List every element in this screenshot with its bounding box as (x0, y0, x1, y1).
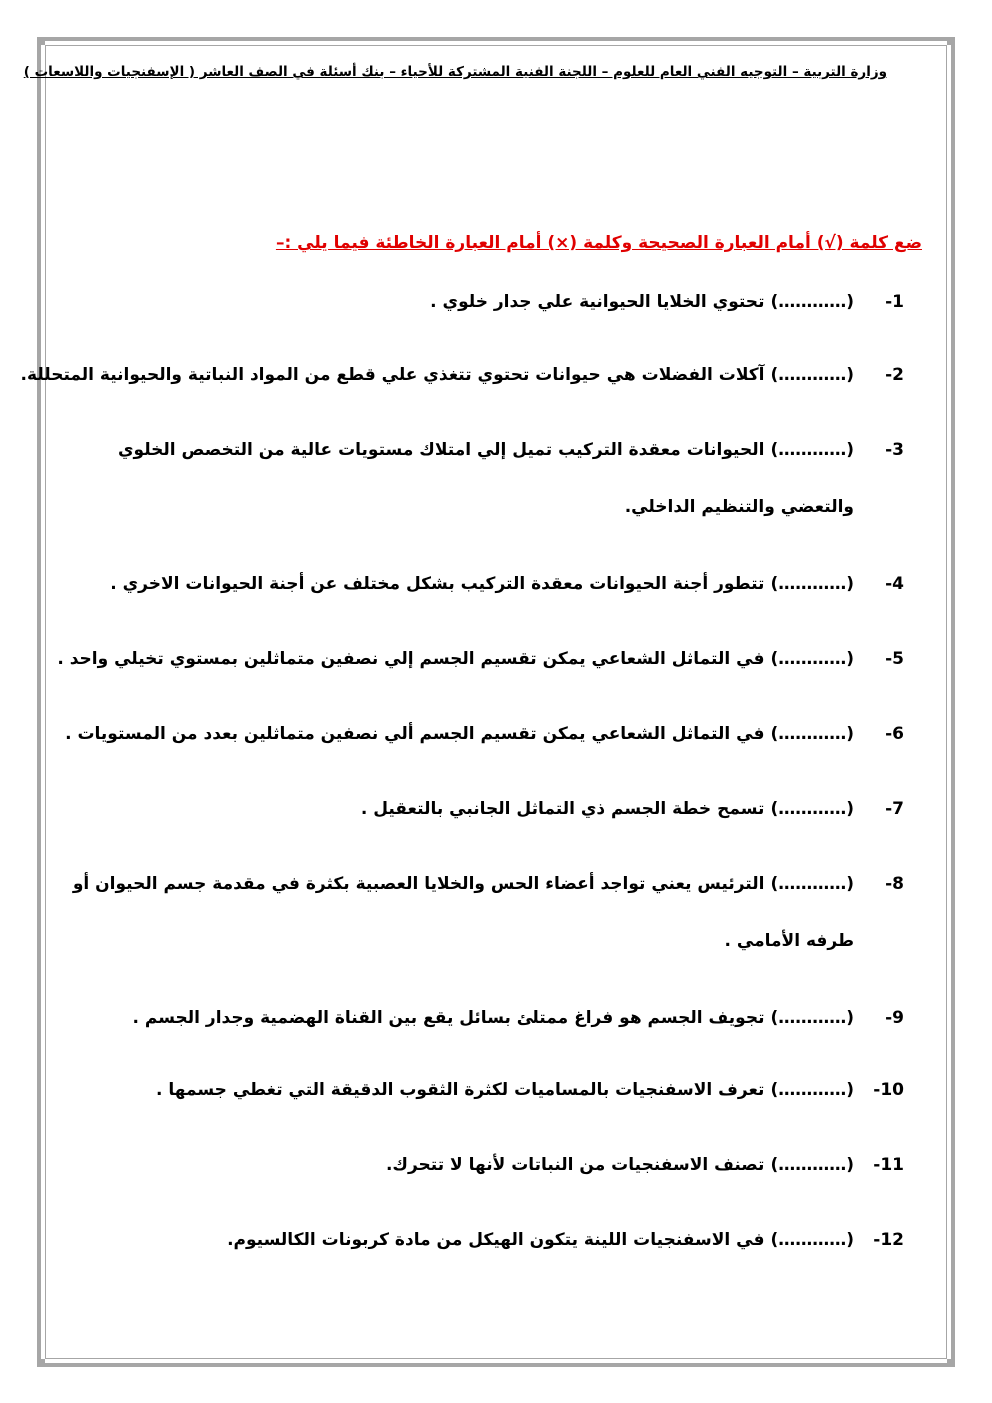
question-number: 6- (885, 724, 904, 744)
question-text: في التماثل الشعاعي يمكن تقسيم الجسم ألي نصفين متماثلين بعدد من المستويات . (65, 724, 765, 744)
question-text: تعرف الاسفنجيات بالمساميات لكثرة الثقوب الدقيقة التي تغطي جسمها . (155, 1080, 765, 1100)
answer-blank[interactable]: (…………) (770, 292, 854, 312)
question-item (60, 990, 904, 1047)
corner-dot (947, 1359, 955, 1367)
corner-dot (947, 37, 955, 45)
question-item (60, 274, 904, 331)
answer-blank[interactable]: (…………) (770, 1155, 854, 1175)
question-item (20, 347, 904, 404)
question-item (70, 856, 904, 970)
question-number: 12- (873, 1230, 904, 1250)
answer-blank[interactable]: (…………) (770, 1080, 854, 1100)
question-item (57, 631, 904, 688)
question-number: 11- (873, 1155, 904, 1175)
question-item (60, 1137, 904, 1194)
question-number: 4- (885, 574, 904, 594)
question-text: الترئيس يعني تواجد أعضاء الحس والخلايا العصبية بكثرة في مقدمة جسم الحيوان أو طرفه الأمامي . (72, 874, 854, 951)
question-number: 3- (885, 440, 904, 460)
question-number: 5- (885, 649, 904, 669)
answer-blank[interactable]: (…………) (770, 1230, 854, 1250)
question-number: 10- (873, 1080, 904, 1100)
question-item (60, 1212, 904, 1269)
question-text: تسمح خطة الجسم ذي التماثل الجانبي بالتعقيل . (360, 799, 765, 819)
answer-blank[interactable]: (…………) (770, 874, 854, 894)
corner-dot (37, 37, 45, 45)
instruction-heading: ضع كلمة (√) أمام العبارة الصحيحة وكلمة (×) أمام العبارة الخاطئة فيما يلي :– (275, 233, 922, 253)
corner-dot (37, 1359, 45, 1367)
question-text: تصنف الاسفنجيات من النباتات لأنها لا تتحرك. (385, 1155, 765, 1175)
answer-blank[interactable]: (…………) (770, 724, 854, 744)
question-text: آكلات الفضلات هي حيوانات تحتوي تتغذي علي قطع من المواد النباتية والحيوانية المتحللة. (20, 365, 765, 385)
page-header: وزارة التربية – التوجيه الفني العام للعلوم – اللجنة الفنية المشتركة للأحياء – بنك أسئلة في الصف العاشر ( الإسفنجيات واللاسعات ) (23, 64, 887, 80)
question-item (60, 1062, 904, 1119)
answer-blank[interactable]: (…………) (770, 365, 854, 385)
question-number: 7- (885, 799, 904, 819)
question-text: في الاسفنجيات اللينة يتكون الهيكل من مادة كربونات الكالسيوم. (227, 1230, 765, 1250)
question-text: تتطور أجنة الحيوانات معقدة التركيب بشكل مختلف عن أجنة الحيوانات الاخري . (110, 574, 765, 594)
question-item (60, 781, 904, 838)
question-number: 8- (885, 874, 904, 894)
question-text: الحيوانات معقدة التركيب تميل إلي امتلاك مستويات عالية من التخصص الخلوي والتعضي والتنظيم الداخلي. (117, 440, 854, 517)
question-number: 2- (885, 365, 904, 385)
answer-blank[interactable]: (…………) (770, 1008, 854, 1028)
answer-blank[interactable]: (…………) (770, 799, 854, 819)
question-text: تجويف الجسم هو فراغ ممتلئ بسائل يقع بين القناة الهضمية وجدار الجسم . (132, 1008, 765, 1028)
answer-blank[interactable]: (…………) (770, 574, 854, 594)
question-number: 1- (885, 292, 904, 312)
question-item (82, 422, 904, 536)
question-text: تحتوي الخلايا الحيوانية علي جدار خلوي . (430, 292, 765, 312)
question-item (60, 556, 904, 613)
question-item (60, 706, 904, 763)
answer-blank[interactable]: (…………) (770, 440, 854, 460)
answer-blank[interactable]: (…………) (770, 649, 854, 669)
question-number: 9- (885, 1008, 904, 1028)
question-text: في التماثل الشعاعي يمكن تقسيم الجسم إلي نصفين متماثلين بمستوي تخيلي واحد . (57, 649, 765, 669)
